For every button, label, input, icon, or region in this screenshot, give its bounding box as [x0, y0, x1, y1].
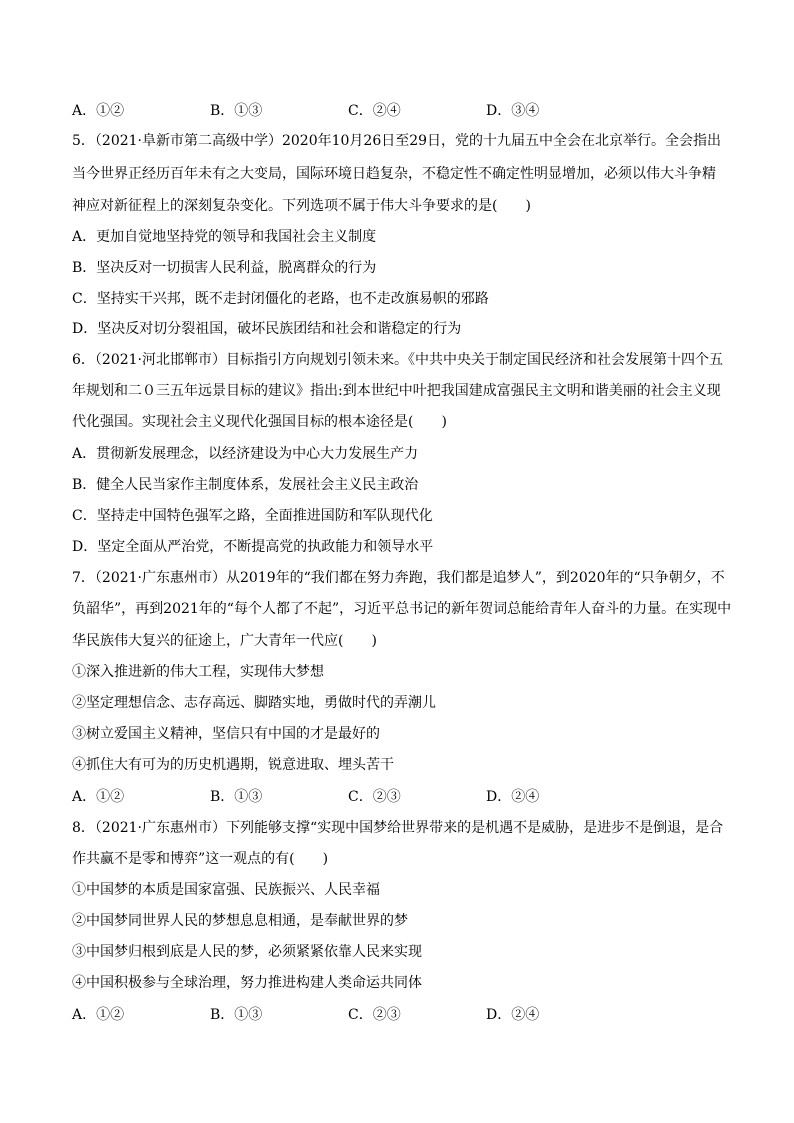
question-8-item-4: ④中国积极参与全球治理，努力推进构建人类命运共同体: [72, 975, 422, 991]
question-8-item-1: ①中国梦的本质是国家富强、民族振兴、人民幸福: [72, 882, 380, 898]
question-8-item-3: ③中国梦归根到底是人民的梦，必须紧紧依靠人民来实现: [72, 944, 422, 960]
question-8-item-2: ②中国梦同世界人民的梦想息息相通，是奉献世界的梦: [72, 913, 408, 929]
question-7-item-3: ③树立爱国主义精神，坚信只有中国的才是最好的: [72, 726, 380, 742]
option-a: A．①②: [72, 103, 125, 119]
option-a: A．①②: [72, 1007, 125, 1023]
question-7-item-2: ②坚定理想信念、志存高远、脚踏实地，勇做时代的弄潮儿: [72, 695, 436, 711]
option-a: A．①②: [72, 789, 125, 805]
option-b: B．①③: [210, 1007, 263, 1023]
question-7-stem-line: 华民族伟大复兴的征途上，广大青年一代应( ): [72, 633, 377, 649]
question-7-options: [72, 787, 732, 807]
question-5-choice-d: D．坚决反对切分裂祖国，破坏民族团结和社会和谐稳定的行为: [72, 321, 462, 337]
question-5-choice-c: C．坚持实干兴邦，既不走封闭僵化的老路，也不走改旗易帜的邪路: [72, 291, 489, 307]
question-6-choice-c: C．坚持走中国特色强军之路，全面推进国防和军队现代化: [72, 508, 433, 524]
option-c: C．②③: [348, 789, 401, 805]
question-5-stem-line: 5．（2021·阜新市第二高级中学）2020年10月26日至29日，党的十九届五中全会在北京举行。全会指出: [72, 133, 722, 149]
option-b: B．①③: [210, 789, 263, 805]
question-5-choice-b: B．坚决反对一切损害人民利益，脱离群众的行为: [72, 260, 377, 276]
option-d: D．②④: [486, 1007, 540, 1023]
question-7-stem-line: 7．（2021·广东惠州市）从2019年的“我们都在努力奔跑，我们都是追梦人”，到2020年的“只争朝夕，不: [72, 570, 725, 586]
option-c: C．②③: [348, 1007, 401, 1023]
option-d: D．③④: [486, 103, 540, 119]
option-c: C．②④: [348, 103, 401, 119]
question-8-options: [72, 1005, 732, 1025]
option-b: B．①③: [210, 103, 263, 119]
question-5-choice-a: A．更加自觉地坚持党的领导和我国社会主义制度: [72, 229, 377, 245]
question-7-stem-line: 负韶华”，再到2021年的“每个人都了不起”，习近平总书记的新年贺词总能给青年人奋斗的力量。在实现中: [72, 601, 732, 617]
question-6-choice-d: D．坚定全面从严治党，不断提高党的执政能力和领导水平: [72, 539, 434, 555]
question-6-choice-b: B．健全人民当家作主制度体系，发展社会主义民主政治: [72, 477, 419, 493]
option-d: D．②④: [486, 789, 540, 805]
question-7-item-4: ④抓住大有可为的历史机遇期，锐意进取、埋头苦干: [72, 757, 394, 773]
question-7-item-1: ①深入推进新的伟大工程，实现伟大梦想: [72, 664, 324, 680]
question-6-stem-line: 年规划和二０三五年远景目标的建议》指出:到本世纪中叶把我国建成富强民主文明和谐美丽的社会主义现: [72, 383, 721, 399]
question-5-stem-line: 神应对新征程上的深刻复杂变化。下列选项不属于伟大斗争要求的是( ): [72, 198, 531, 214]
prev-question-options: [72, 101, 732, 121]
question-6-stem-line: 代化强国。实现社会主义现代化强国目标的根本途径是( ): [72, 414, 447, 430]
question-8-stem-line: 作共赢不是零和博弈”这一观点的有( ): [72, 851, 329, 867]
question-6-stem-line: 6．（2021·河北邯郸市）目标指引方向规划引领未来。《中共中央关于制定国民经济和社会发展第十四个五: [72, 352, 723, 368]
question-8-stem-line: 8．（2021·广东惠州市）下列能够支撑“实现中国梦给世界带来的是机遇不是威胁，是进步不是倒退，是合: [72, 820, 724, 836]
question-5-stem-line: 当今世界正经历百年未有之大变局，国际环境日趋复杂，不稳定性不确定性明显增加，必须以伟大斗争精: [72, 166, 716, 182]
question-6-choice-a: A．贯彻新发展理念，以经济建设为中心大力发展生产力: [72, 446, 419, 462]
